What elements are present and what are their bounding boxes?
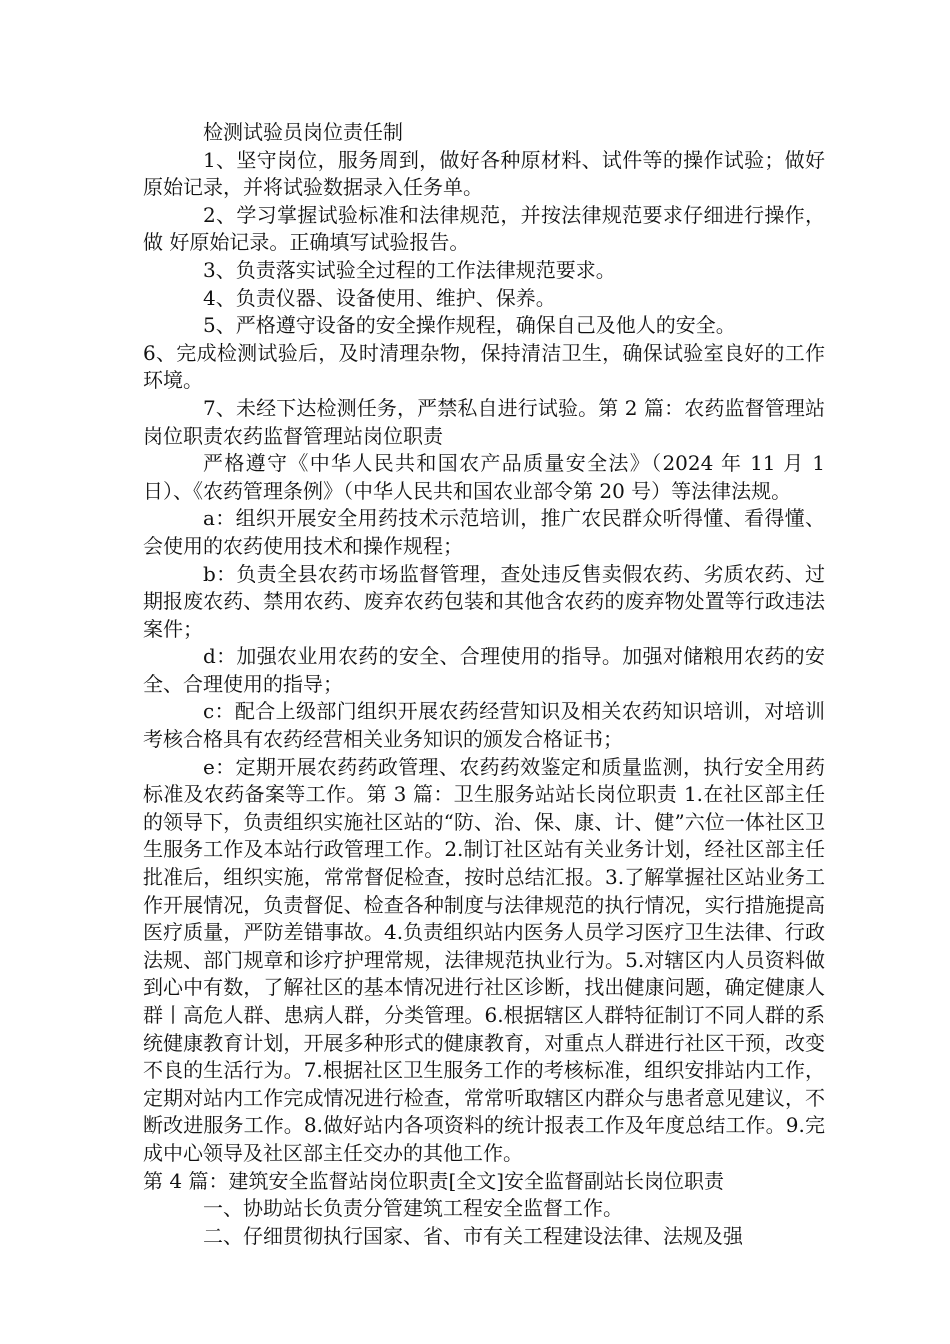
- doc-title: 检测试验员岗位责任制: [203, 120, 403, 144]
- paragraph: b：负责全县农药市场监督管理，查处违反售卖假农药、劣质农药、过期报废农药、禁用农药、废弃农药包装和其他含农药的废弃物处置等行政违法案件；: [143, 561, 825, 641]
- paragraph: 1、坚守岗位，服务周到，做好各种原材料、试件等的操作试验；做好原始记录，并将试验数据录入任务单。: [143, 147, 825, 200]
- paragraph: a：组织开展安全用药技术示范培训，推广农民群众听得懂、看得懂、会使用的农药使用技术和操作规程；: [143, 506, 825, 558]
- paragraph: e：定期开展农药药政管理、农药药效鉴定和质量监测，执行安全用药标准及农药备案等工作。第 3 篇：卫生服务站站长岗位职责 1.在社区部主任的领导下，负责组织实施社区站的“防、治、保、康、计、健”六位一体社区卫生服务工作及本站行政管理工作。2.制订社区站有关业务计划，经社区部主任批准后，组织实施，常常督促检查，按时总结汇报。3.了解掌握社区站业务工作开展情况，负责督促、检查各种制度与法律规范的执行情况，实行措施提高医疗质量，严防差错事故。4.负责组织站内医务人员学习医疗卫生法律、行政法规、部门规章和诊疗护理常规，法律规范执业行为。5.对辖区内人员资料做到心中有数，了解社区的基本情况进行社区诊断，找出健康问题，确定健康人群丨高危人群、患病人群，分类管理。6.根据辖区人群特征制订不同人群的系统健康教育计划，开展多种形式的健康教育，对重点人群进行社区干预，改变不良的生活行为。7.根据社区卫生服务工作的考核标准，组织安排站内工作，定期对站内工作完成情况进行检查，常常听取辖区内群众与患者意见建议，不断改进服务工作。8.做好站内各项资料的统计报表工作及年度总结工作。9.完成中心领导及社区部主任交办的其他工作。: [143, 754, 825, 1165]
- paragraph: 二、仔细贯彻执行国家、省、市有关工程建设法律、法规及强: [203, 1223, 743, 1248]
- paragraph: 3、负责落实试验全过程的工作法律规范要求。: [203, 257, 616, 282]
- document-page: [143, 119, 825, 1250]
- paragraph: 一、协助站长负责分管建筑工程安全监督工作。: [203, 1196, 623, 1221]
- paragraph: c：配合上级部门组织开展农药经营知识及相关农药知识培训，对培训考核合格具有农药经营相关业务知识的颁发合格证书；: [143, 699, 825, 752]
- paragraph: 4、负责仪器、设备使用、维护、保养。: [203, 285, 556, 310]
- paragraph: 2、学习掌握试验标准和法律规范，并按法律规范要求仔细进行操作，做 好原始记录。正确填写试验报告。: [143, 202, 825, 255]
- paragraph: 严格遵守《中华人民共和国农产品质量安全法》（2024 年 11 月 1 日）、《农药管理条例》（中华人民共和国农业部令第 20 号）等法律法规。: [143, 451, 825, 503]
- section-heading: 第 4 篇：建筑安全监督站岗位职责[全文]安全监督副站长岗位职责: [143, 1168, 725, 1193]
- paragraph: 5、严格遵守设备的安全操作规程，确保自己及他人的安全。: [203, 313, 736, 338]
- paragraph: 6、完成检测试验后，及时清理杂物，保持清洁卫生，确保试验室良好的工作环境。: [143, 340, 825, 393]
- paragraph: d：加强农业用农药的安全、合理使用的指导。加强对储粮用农药的安全、合理使用的指导；: [143, 644, 825, 696]
- paragraph: 7、未经下达检测任务，严禁私自进行试验。第 2 篇：农药监督管理站岗位职责农药监督管理站岗位职责: [143, 395, 825, 448]
